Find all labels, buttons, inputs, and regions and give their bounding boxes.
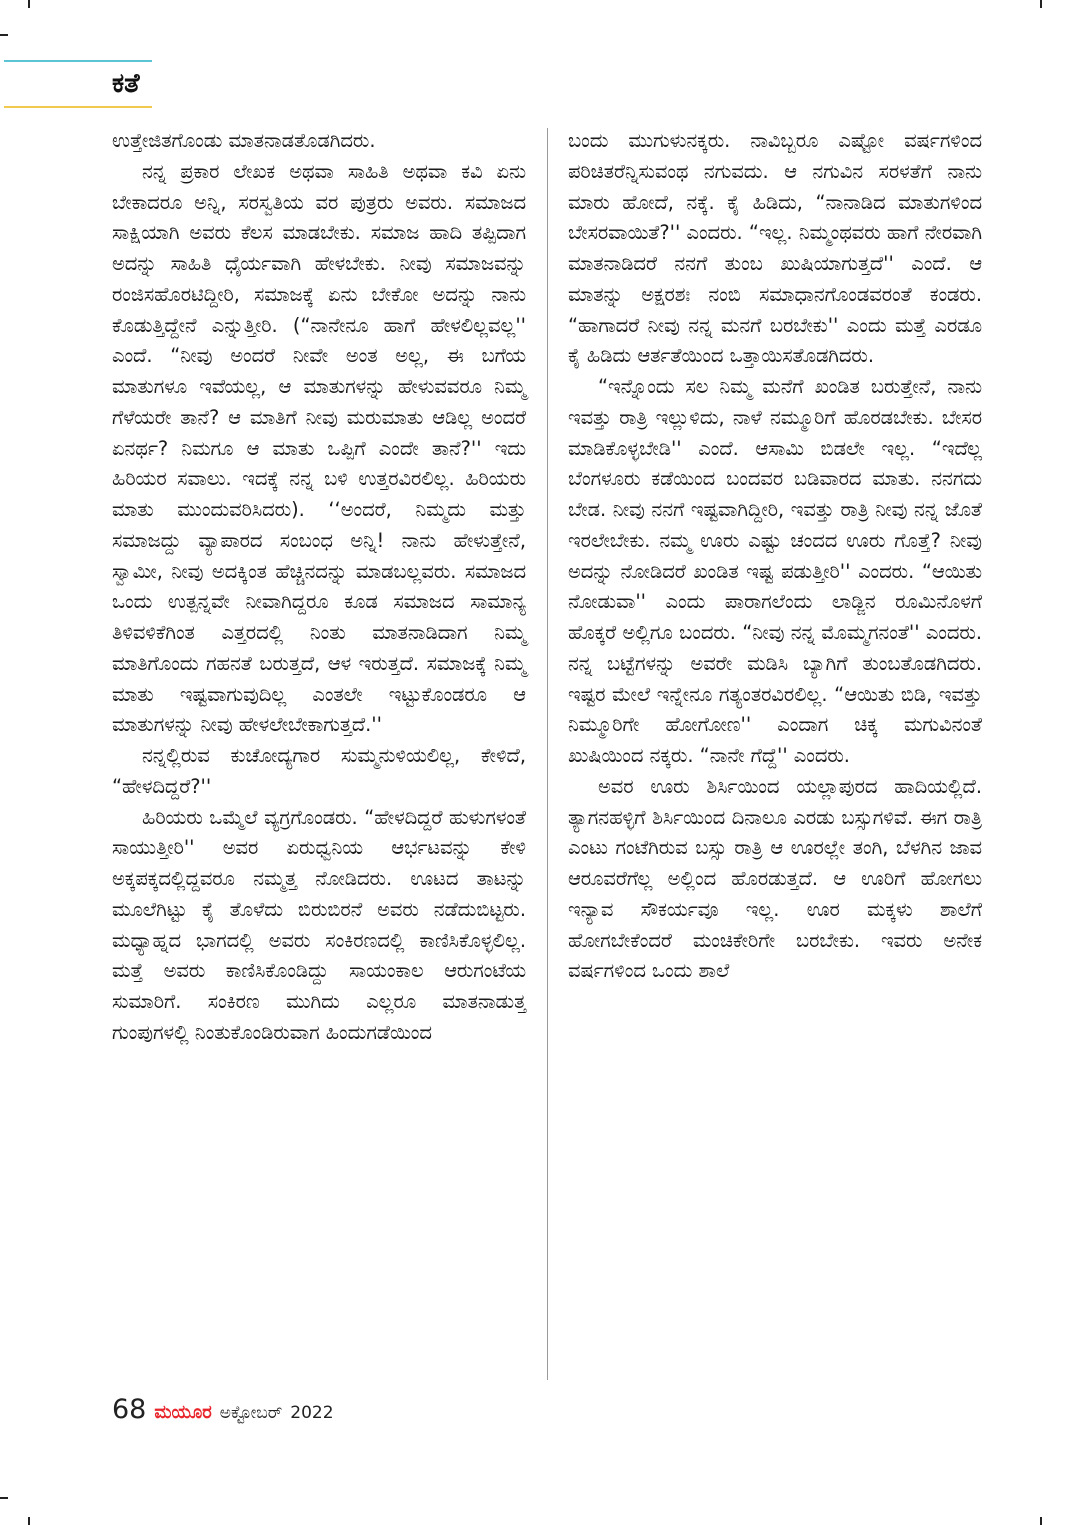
crop-mark (28, 0, 30, 8)
article-column-right (568, 126, 982, 987)
magazine-logo: ಮಯೂರ (154, 1402, 212, 1423)
page-footer (112, 1394, 334, 1430)
crop-mark (28, 1517, 30, 1525)
article-column-left (112, 126, 526, 1049)
crop-mark (1040, 1517, 1042, 1525)
crop-mark (0, 1497, 8, 1499)
page-number: 68 (112, 1394, 147, 1425)
crop-mark (0, 34, 8, 36)
issue-year: 2022 (290, 1403, 334, 1423)
column-divider (547, 128, 548, 1380)
section-title: ಕತೆ (112, 68, 140, 99)
header-rule-cyan (4, 60, 152, 62)
paragraph: ಉತ್ತೇಜಿತಗೊಂಡು ಮಾತನಾಡತೊಡಗಿದರು. (112, 129, 376, 152)
paragraph: ಅವರ ಊರು ಶಿರ್ಸಿಯಿಂದ ಯಲ್ಲಾಪುರದ ಹಾದಿಯಲ್ಲಿದೆ. ತ್ಯಾಗನಹಳ್ಳಿಗೆ ಶಿರ್ಸಿಯಿಂದ ದಿನಾಲೂ ಎರಡು ಬಸ್ಸುಗಳಿವೆ. ಈಗ ರಾತ್ರಿ ಎಂಟು ಗಂಟೆಗಿರುವ ಬಸ್ಸು ರಾತ್ರಿ ಆ ಊರಲ್ಲೇ ತಂಗಿ, ಬೆಳಗಿನ ಜಾವ ಆರೂವರೆಗೆಲ್ಲ ಅಲ್ಲಿಂದ ಹೊರಡುತ್ತದೆ. ಆ ಊರಿಗೆ ಹೋಗಲು ಇನ್ಯಾವ ಸೌಕರ್ಯವೂ ಇಲ್ಲ. ಊರ ಮಕ್ಕಳು ಶಾಲೆಗೆ ಹೋಗಬೇಕೆಂದರೆ ಮಂಚಿಕೇರಿಗೇ ಬರಬೇಕು. ಇವರು ಅನೇಕ ವರ್ಷಗಳಿಂದ ಒಂದು ಶಾಲೆ (568, 774, 982, 983)
header-rule-yellow (4, 106, 152, 108)
paragraph: ಬಂದು ಮುಗುಳುನಕ್ಕರು. ನಾವಿಬ್ಬರೂ ಎಷ್ಟೋ ವರ್ಷಗಳಿಂದ ಪರಿಚಿತರೆನ್ನಿಸುವಂಥ ನಗುವದು. ಆ ನಗುವಿನ ಸರಳತೆಗೆ ನಾನು ಮಾರು ಹೋದೆ, ನಕ್ಕೆ. ಕೈ ಹಿಡಿದು, “ನಾನಾಡಿದ ಮಾತುಗಳಿಂದ ಬೇಸರವಾಯಿತೆ?'' ಎಂದರು. “ಇಲ್ಲ. ನಿಮ್ಮಂಥವರು ಹಾಗೆ ನೇರವಾಗಿ ಮಾತನಾಡಿದರೆ ನನಗೆ ತುಂಬ ಖುಷಿಯಾಗುತ್ತದೆ'' ಎಂದೆ. ಆ ಮಾತನ್ನು ಅಕ್ಷರಶಃ ನಂಬಿ ಸಮಾಧಾನಗೊಂಡವರಂತೆ ಕಂಡರು. “ಹಾಗಾದರೆ ನೀವು ನನ್ನ ಮನಗೆ ಬರಬೇಕು'' ಎಂದು ಮತ್ತೆ ಎರಡೂ ಕೈ ಹಿಡಿದು ಆರ್ತತೆಯಿಂದ ಒತ್ತಾಯಿಸತೊಡಗಿದರು. (568, 129, 982, 368)
issue-month: ಅಕ್ಟೋಬರ್ (219, 1403, 283, 1423)
paragraph: ನನ್ನಲ್ಲಿರುವ ಕುಚೋದ್ಯಗಾರ ಸುಮ್ಮನುಳಿಯಲಿಲ್ಲ, ಕೇಳಿದೆ, “ಹೇಳದಿದ್ದರೆ?'' (112, 744, 526, 798)
paragraph: ಹಿರಿಯರು ಒಮ್ಮೆಲೆ ವ್ಯಗ್ರಗೊಂಡರು. “ಹೇಳದಿದ್ದರೆ ಹುಳುಗಳಂತೆ ಸಾಯುತ್ತೀರಿ'' ಅವರ ಏರುಧ್ವನಿಯ ಆರ್ಭಟವನ್ನು ಕೇಳಿ ಅಕ್ಕಪಕ್ಕದಲ್ಲಿದ್ದವರೂ ನಮ್ಮತ್ತ ನೋಡಿದರು. ಊಟದ ತಾಟನ್ನು ಮೂಲೆಗಿಟ್ಟು ಕೈ ತೊಳೆದು ಬಿರುಬಿರನೆ ಅವರು ನಡೆದುಬಿಟ್ಟರು. ಮಧ್ಯಾಹ್ನದ ಭಾಗದಲ್ಲಿ ಅವರು ಸಂಕಿರಣದಲ್ಲಿ ಕಾಣಿಸಿಕೊಳ್ಳಲಿಲ್ಲ. ಮತ್ತೆ ಅವರು ಕಾಣಿಸಿಕೊಂಡಿದ್ದು ಸಾಯಂಕಾಲ ಆರುಗಂಟೆಯ ಸುಮಾರಿಗೆ. ಸಂಕಿರಣ ಮುಗಿದು ಎಲ್ಲರೂ ಮಾತನಾಡುತ್ತ ಗುಂಪುಗಳಲ್ಲಿ ನಿಂತುಕೊಂಡಿರುವಾಗ ಹಿಂದುಗಡೆಯಿಂದ (112, 805, 526, 1044)
paragraph: “ಇನ್ನೊಂದು ಸಲ ನಿಮ್ಮ ಮನೆಗೆ ಖಂಡಿತ ಬರುತ್ತೇನೆ, ನಾನು ಇವತ್ತು ರಾತ್ರಿ ಇಲ್ಲುಳಿದು, ನಾಳೆ ನಮ್ಮೂರಿಗೆ ಹೊರಡಬೇಕು. ಬೇಸರ ಮಾಡಿಕೊಳ್ಳಬೇಡಿ'' ಎಂದೆ. ಆಸಾಮಿ ಬಿಡಲೇ ಇಲ್ಲ. “ಇದೆಲ್ಲ ಬೆಂಗಳೂರು ಕಡೆಯಿಂದ ಬಂದವರ ಬಡಿವಾರದ ಮಾತು. ನನಗದು ಬೇಡ. ನೀವು ನನಗೆ ಇಷ್ಟವಾಗಿದ್ದೀರಿ, ಇವತ್ತು ರಾತ್ರಿ ನೀವು ನನ್ನ ಜೊತೆ ಇರಲೇಬೇಕು. ನಮ್ಮ ಊರು ಎಷ್ಟು ಚಂದದ ಊರು ಗೊತ್ತೆ? ನೀವು ಅದನ್ನು ನೋಡಿದರೆ ಖಂಡಿತ ಇಷ್ಟ ಪಡುತ್ತೀರಿ'' ಎಂದರು. “ಆಯಿತು ನೋಡುವಾ'' ಎಂದು ಪಾರಾಗಲೆಂದು ಲಾಡ್ಜಿನ ರೂಮಿನೊಳಗೆ ಹೊಕ್ಕರೆ ಅಲ್ಲಿಗೂ ಬಂದರು. “ನೀವು ನನ್ನ ಮೊಮ್ಮಗನಂತೆ'' ಎಂದರು. ನನ್ನ ಬಟ್ಟೆಗಳನ್ನು ಅವರೇ ಮಡಿಸಿ ಬ್ಯಾಗಿಗೆ ತುಂಬತೊಡಗಿದರು. ಇಷ್ಟರ ಮೇಲೆ ಇನ್ನೇನೂ ಗತ್ಯಂತರವಿರಲಿಲ್ಲ. “ಆಯಿತು ಬಿಡಿ, ಇವತ್ತು ನಿಮ್ಮೂರಿಗೇ ಹೋಗೋಣ'' ಎಂದಾಗ ಚಿಕ್ಕ ಮಗುವಿನಂತೆ ಖುಷಿಯಿಂದ ನಕ್ಕರು. “ನಾನೇ ಗೆದ್ದೆ'' ಎಂದರು. (568, 375, 982, 767)
paragraph: ನನ್ನ ಪ್ರಕಾರ ಲೇಖಕ ಅಥವಾ ಸಾಹಿತಿ ಅಥವಾ ಕವಿ ಏನು ಬೇಕಾದರೂ ಅನ್ನಿ, ಸರಸ್ವತಿಯ ವರ ಪುತ್ರರು ಅವರು. ಸಮಾಜದ ಸಾಕ್ಷಿಯಾಗಿ ಅವರು ಕೆಲಸ ಮಾಡಬೇಕು. ಸಮಾಜ ಹಾದಿ ತಪ್ಪಿದಾಗ ಅದನ್ನು ಸಾಹಿತಿ ಧೈರ್ಯವಾಗಿ ಹೇಳಬೇಕು. ನೀವು ಸಮಾಜವನ್ನು ರಂಜಿಸಹೊರಟಿದ್ದೀರಿ, ಸಮಾಜಕ್ಕೆ ಏನು ಬೇಕೋ ಅದನ್ನು ನಾನು ಕೊಡುತ್ತಿದ್ದೇನೆ ಎನ್ನುತ್ತೀರಿ. (“ನಾನೇನೂ ಹಾಗೆ ಹೇಳಲಿಲ್ಲವಲ್ಲ'' ಎಂದೆ. “ನೀವು ಅಂದರೆ ನೀವೇ ಅಂತ ಅಲ್ಲ, ಈ ಬಗೆಯ ಮಾತುಗಳೂ ಇವೆಯಲ್ಲ, ಆ ಮಾತುಗಳನ್ನು ಹೇಳುವವರೂ ನಿಮ್ಮ ಗೆಳೆಯರೇ ತಾನೆ? ಆ ಮಾತಿಗೆ ನೀವು ಮರುಮಾತು ಆಡಿಲ್ಲ ಅಂದರೆ ಏನರ್ಥ? ನಿಮಗೂ ಆ ಮಾತು ಒಪ್ಪಿಗೆ ಎಂದೇ ತಾನೆ?'' ಇದು ಹಿರಿಯರ ಸವಾಲು. ಇದಕ್ಕೆ ನನ್ನ ಬಳಿ ಉತ್ತರವಿರಲಿಲ್ಲ. ಹಿರಿಯರು ಮಾತು ಮುಂದುವರಿಸಿದರು). ‘‘ಅಂದರೆ, ನಿಮ್ಮದು ಮತ್ತು ಸಮಾಜದ್ದು ವ್ಯಾಪಾರದ ಸಂಬಂಧ ಅನ್ನಿ! ನಾನು ಹೇಳುತ್ತೇನೆ, ಸ್ವಾಮೀ, ನೀವು ಅದಕ್ಕಿಂತ ಹೆಚ್ಚಿನದನ್ನು ಮಾಡಬಲ್ಲವರು. ಸಮಾಜದ ಒಂದು ಉತ್ಪನ್ನವೇ ನೀವಾಗಿದ್ದರೂ ಕೂಡ ಸಮಾಜದ ಸಾಮಾನ್ಯ ತಿಳಿವಳಿಕೆಗಿಂತ ಎತ್ತರದಲ್ಲಿ ನಿಂತು ಮಾತನಾಡಿದಾಗ ನಿಮ್ಮ ಮಾತಿಗೊಂದು ಗಹನತೆ ಬರುತ್ತದೆ, ಆಳ ಇರುತ್ತದೆ. ಸಮಾಜಕ್ಕೆ ನಿಮ್ಮ ಮಾತು ಇಷ್ಟವಾಗುವುದಿಲ್ಲ ಎಂತಲೇ ಇಟ್ಟುಕೊಂಡರೂ ಆ ಮಾತುಗಳನ್ನು ನೀವು ಹೇಳಲೇಬೇಕಾಗುತ್ತದೆ.'' (112, 159, 526, 737)
crop-mark (1040, 0, 1042, 8)
